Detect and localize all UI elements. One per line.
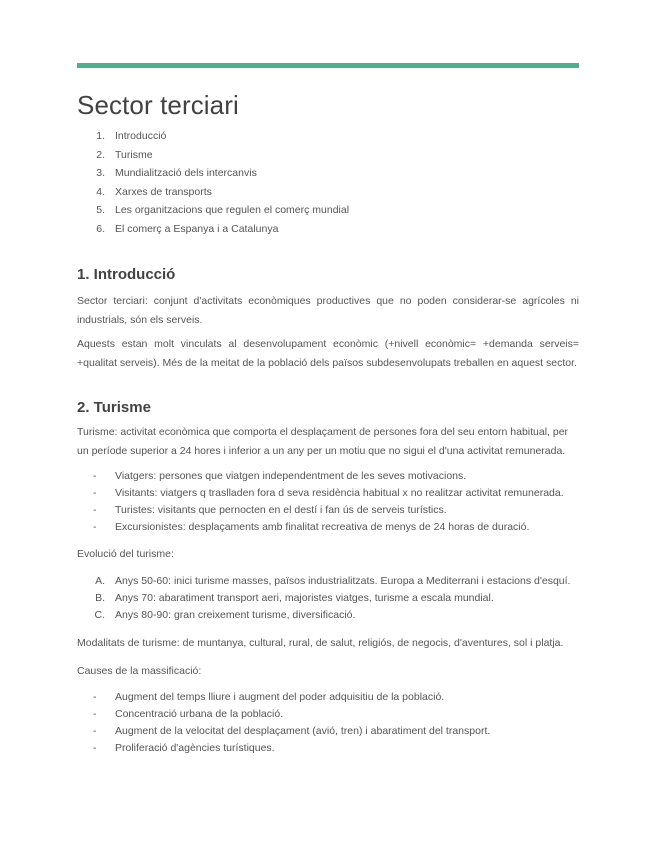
evolution-list <box>77 573 579 624</box>
evolution-label: Evolució del turisme: <box>77 548 174 560</box>
list-item: - Visitants: viatgers q traslladen fora d seva residència habitual x no realitzar activitat remunerada. <box>93 487 564 499</box>
list-item: - Viatgers: persones que viatgen independentment de les seves motivacions. <box>93 470 467 482</box>
page-title: Sector terciari <box>77 90 239 120</box>
list-item: - Augment del temps lliure i augment del poder adquisitiu de la població. <box>93 691 445 703</box>
section-heading-introduccio: 1. Introducció <box>77 266 176 283</box>
turisme-definition: Turisme: activitat econòmica que comporta el desplaçament de persones fora del seu entorn habitual, per un període superior a 24 hores i inferior a un any per un motiu que no sigui el d'una activitat remunerada. <box>77 426 569 457</box>
intro-paragraph-1: Sector terciari: conjunt d'activitats econòmiques productives que no poden considerar-se agrícoles ni industrials, són els serveis. <box>77 295 579 326</box>
intro-paragraph-2: Aquests estan molt vinculats al desenvolupament econòmic (+nivell econòmic= +demanda serveis= +qualitat serveis). Més de la meitat de la població dels països subdesenvolupats treballen en aquest sector. <box>77 338 579 369</box>
list-item: - Proliferació d'agències turístiques. <box>93 742 275 754</box>
list-item: B. Anys 70: abaratiment transport aeri, majoristes viatges, turisme a escala mundial. <box>95 592 494 604</box>
toc-item: 5. Les organitzacions que regulen el comerç mundial <box>96 204 350 216</box>
toc-item: 4. Xarxes de transports <box>96 185 212 198</box>
table-of-contents <box>77 127 349 238</box>
section-heading-turisme: 2. Turisme <box>77 399 151 416</box>
header-rule <box>77 63 579 68</box>
modalities-paragraph: Modalitats de turisme: de muntanya, cultural, rural, de salut, religiós, de negocis, d'aventures, sol i platja. <box>77 637 564 649</box>
list-item: - Turistes: visitants que pernocten en el destí i fan ús de serveis turístics. <box>93 504 447 516</box>
list-item: - Excursionistes: desplaçaments amb finalitat recreativa de menys de 24 horas de duració. <box>93 521 530 533</box>
list-item: A. Anys 50-60: inici turisme masses, països industrialitzats. Europa a Mediterrani i estacions d'esquí. <box>95 575 571 587</box>
toc-item: 1. Introducció <box>96 130 167 142</box>
toc-item: 3. Mundialització dels intercanvis <box>96 167 257 179</box>
list-item: - Concentració urbana de la població. <box>93 708 284 720</box>
causes-label: Causes de la massificació: <box>77 665 202 677</box>
causes-list <box>77 689 579 757</box>
toc-item: 2. Turisme <box>96 148 153 161</box>
list-item: - Augment de la velocitat del desplaçament (avió, tren) i abaratiment del transport. <box>93 725 491 737</box>
toc-item: 6. El comerç a Espanya i a Catalunya <box>96 222 279 235</box>
traveler-types-list <box>77 468 579 536</box>
list-item: C. Anys 80-90: gran creixement turisme, diversificació. <box>94 609 356 621</box>
